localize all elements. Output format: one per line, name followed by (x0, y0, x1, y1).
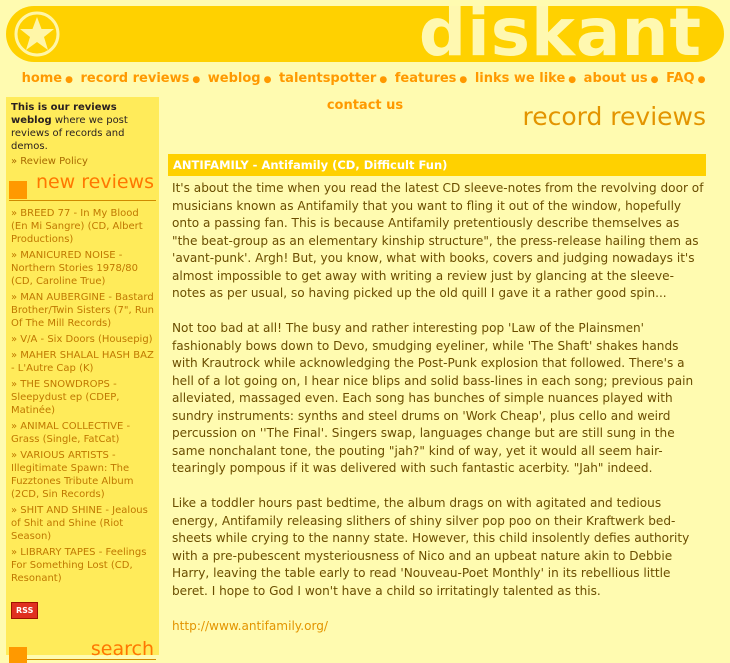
nav-separator: ● (65, 75, 73, 85)
site-header (6, 6, 724, 62)
nav-separator: ● (459, 75, 468, 85)
page-title: record reviews (522, 102, 706, 131)
new-reviews-list (6, 207, 159, 585)
nav-weblog[interactable]: weblog (207, 71, 261, 86)
new-reviews-header (9, 171, 156, 201)
nav-separator: ● (263, 75, 272, 85)
main-nav (6, 66, 724, 113)
nav-contact-us[interactable]: contact us (326, 98, 404, 113)
review-link[interactable]: » SHIT AND SHINE - Jealous of Shit and Shine (Riot Season) (11, 505, 148, 542)
review-link[interactable]: » THE SNOWDROPS - Sleepydust ep (CDEP, Matinée) (11, 379, 120, 416)
review-policy-link[interactable]: » Review Policy (11, 156, 88, 167)
nav-faq[interactable]: FAQ (666, 71, 695, 86)
brand-wordmark[interactable]: diskant (418, 6, 702, 62)
intro-bold: This is our reviews weblog (11, 102, 117, 126)
article-title: ANTIFAMILY - Antifamily (CD, Difficult Fun) (168, 154, 706, 176)
sidebar (6, 97, 159, 660)
review-link[interactable]: » VARIOUS ARTISTS - Illegitimate Spawn: The Fuzztones Tribute Album (2CD, Sin Records) (11, 450, 134, 500)
star-logo-icon[interactable] (14, 11, 60, 57)
nav-about-us[interactable]: about us (583, 71, 648, 86)
review-link[interactable]: » BREED 77 - In My Blood (En Mi Sangre) (CD, Albert Productions) (11, 208, 143, 245)
search-title: search (90, 638, 154, 660)
section-bar-icon (9, 181, 27, 199)
article-paragraph: Not too bad at all! The busy and rather interesting pop 'Law of the Plainsmen' fashionably bows down to Devo, smudging eyeliner, while 'The Shaft' shakes hands with Krautrock while acknowledging the Post-Punk explosion that followed. There's a hell of a lot going on, I hear nice blips and solid bass-lines in each song; previous pain alleviated, massaged even. Each song has bunches of simple nuances played with sundry instruments: synths and steel drums on 'Work Cheap', plus cello and weird percussion on ''The Final'. Singers swap, languages change but are still sung in the same nonchalant tone, the pouting "jah?" kind of way, yet it would all seem hair-tearingly pompous if it was delivered with such fantastic acerbity. "Jah" indeed. (172, 321, 694, 475)
review-link[interactable]: » LIBRARY TAPES - Feelings For Something Lost (CD, Resonant) (11, 547, 147, 584)
nav-separator: ● (568, 75, 577, 85)
sidebar-intro (6, 97, 159, 153)
band-website-link[interactable]: http://www.antifamily.org/ (172, 618, 328, 633)
article-paragraph: It's about the time when you read the latest CD sleeve-notes from the revolving door of musicians known as Antifamily that you want to fling it out of the window, hopefully onto a passing fan. This is because Antifamily pretentiously describe themselves as "the beat-group as an elementary kinship structure", the press-release hailing them as 'avant-punk'. Argh! But, you know, what with books, covers and judging nowadays it's almost impossible to get away with writing a review just by glancing at the sleeve-notes as per usual, so having picked up the old quill I gave it a rather good spin... (172, 181, 704, 300)
nav-separator: ● (379, 75, 388, 85)
nav-home[interactable]: home (21, 71, 63, 86)
nav-features[interactable]: features (394, 71, 457, 86)
review-link[interactable]: » MAHER SHALAL HASH BAZ - L'Autre Cap (K) (11, 350, 154, 374)
review-link[interactable]: » MANICURED NOISE - Northern Stories 1978/80 (CD, Caroline True) (11, 250, 138, 287)
review-link[interactable]: » V/A - Six Doors (Housepig) (11, 334, 153, 345)
nav-separator: ● (192, 75, 201, 85)
rss-button[interactable]: RSS (11, 602, 38, 619)
intro-text: where we post reviews of records and demos. (11, 115, 128, 152)
review-link[interactable]: » MAN AUBERGINE - Bastard Brother/Twin Sisters (7", Run Of The Mill Records) (11, 292, 154, 329)
article-paragraph: Like a toddler hours past bedtime, the album drags on with agitated and tedious energy, Antifamily releasing slithers of shiny silver pop poo on their Kraftwerk bed-sheets while crying to the nanny state. However, this child insolently defies authority with a pre-pubescent mysteriousness of Nico and an upbeat nature akin to Debbie Harry, leaving the table early to read 'Nouveau-Poet Monthly' in its rebellious little beret. I hope to God I won't have a child so irritatingly talented as this. (172, 496, 690, 598)
nav-talentspotter[interactable]: talentspotter (278, 71, 377, 86)
search-header (9, 638, 156, 660)
nav-record-reviews[interactable]: record reviews (80, 71, 190, 86)
article-body (172, 180, 706, 635)
section-bar-icon (9, 647, 27, 663)
nav-separator: ● (697, 75, 706, 85)
new-reviews-title: new reviews (35, 171, 154, 193)
nav-separator: ● (650, 75, 659, 85)
nav-links[interactable]: links we like (474, 71, 566, 86)
review-link[interactable]: » ANIMAL COLLECTIVE - Grass (Single, FatCat) (11, 421, 131, 445)
